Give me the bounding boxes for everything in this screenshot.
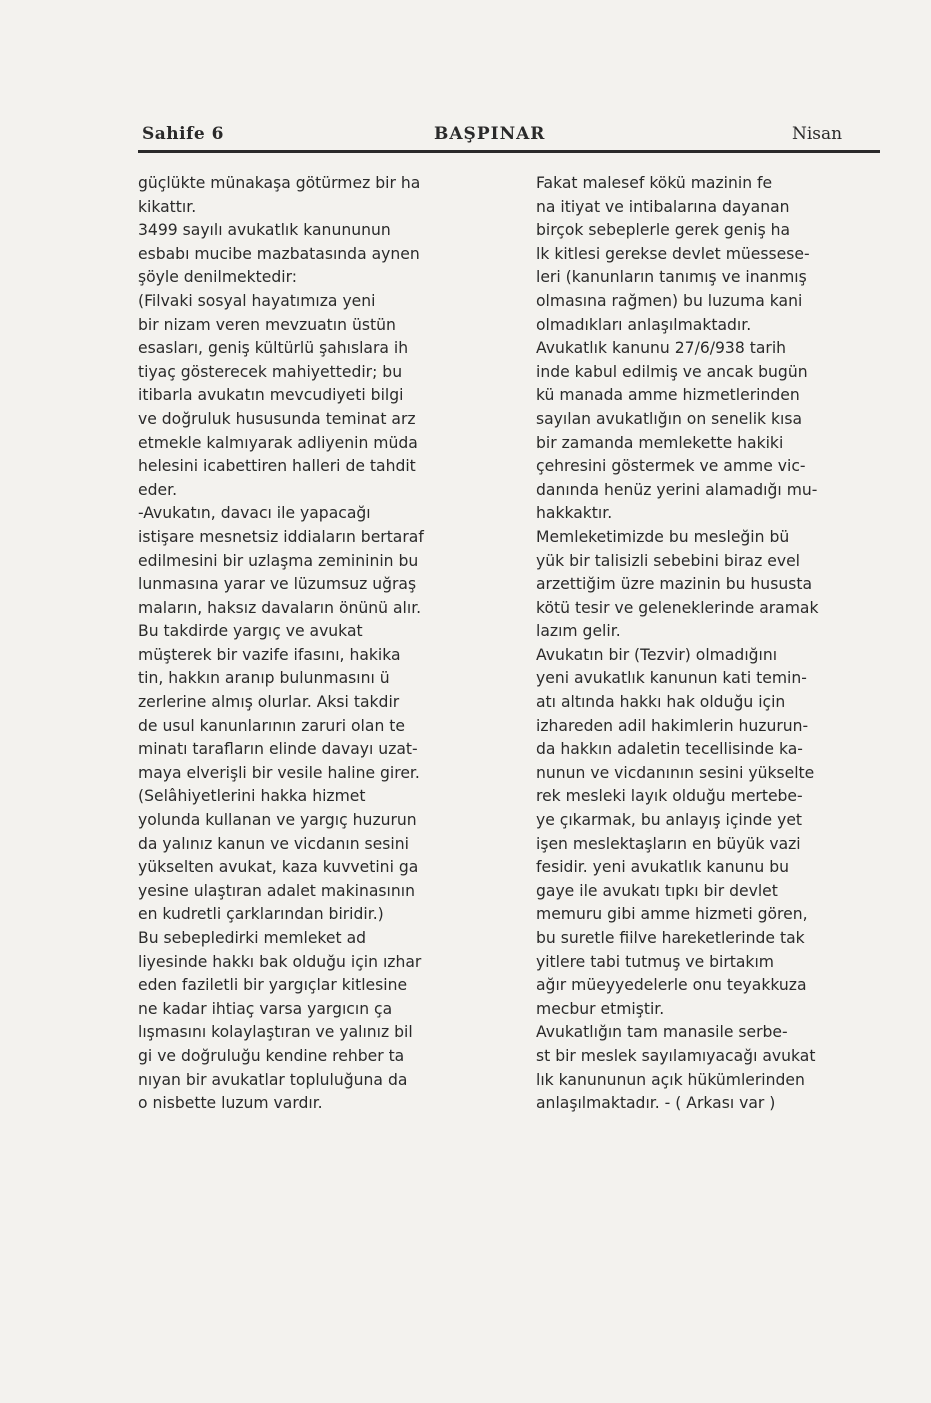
page-number-label: Sahife 6 — [142, 124, 224, 144]
page-header — [138, 118, 880, 154]
paragraph: Bu takdirde yargıç ve avukat müşterek bir vazife ifasını, hakika tin, hakkın aranıp bulunmasını ü zerlerine almış olurlar. Aksi takdir de usul kanunlarının zaruri olan te minatı tarafların elinde davayı uzat- maya elverişli bir vesile haline girer. — [138, 622, 420, 782]
paragraph: Avukatlık kanunu 27/6/938 tarih inde kabul edilmiş ve ancak bugün kü manada amme hizmetlerinden sayılan avukatlığın on senelik kısa bir zamanda memlekette hakiki çehresini göstermek ve amme vic- danında henüz yerini alamadığı mu- hakkaktır. — [536, 339, 818, 523]
issue-month: Nisan — [792, 124, 843, 144]
paragraph: (Selâhiyetlerini hakka hizmet yolunda kullanan ve yargıç huzurun da yalınız kanun ve vicdanın sesini yükselten avukat, kaza kuvvetini ga yesine ulaştıran adalet makinasının en kudretli çarklarından biridir.) — [138, 787, 419, 924]
right-column — [536, 172, 891, 1116]
header-rule — [138, 150, 880, 153]
paragraph: Bu sebepledirki memleket ad liyesinde hakkı bak olduğu için ızhar eden faziletli bir yargıçlar kitlesine ne kadar ihtiaç varsa yargıcın ça lışmasını kolaylaştıran ve yalınız bil gi ve doğruluğu kendine rehber ta nıyan bir avukatlar topluluğuna da o nisbette luzum vardır. — [138, 929, 422, 1113]
paragraph: Memleketimizde bu mesleğin bü yük bir talisizli sebebini biraz evel arzettiğim üzre mazinin bu hususta kötü tesir ve geleneklerinde aramak lazım gelir. — [536, 527, 819, 641]
left-column — [138, 172, 493, 1116]
paragraph: güçlükte münakaşa götürmez bir ha kikattır. — [138, 174, 421, 216]
paragraph: Fakat malesef kökü mazinin fe na itiyat ve intibalarına dayanan birçok sebeplerle gerek geniş ha lk kitlesi gerekse devlet müessese- leri (kanunların tanımış ve inanmış olmasına rağmen) bu luzuma kani olmadıkları anlaşılmaktadır. — [536, 174, 810, 334]
paragraph: Avukatlığın tam manasile serbe- st bir meslek sayılamıyacağı avukat lık kanununun açık hükümlerinden anlaşılmaktadır. - ( Arkası var ) — [536, 1023, 816, 1113]
paragraph: (Filvaki sosyal hayatımıza yeni bir nizam veren mevzuatın üstün esasları, geniş kültürlü şahıslara ih tiyaç gösterecek mahiyettedir; bu itibarla avukatın mevcudiyeti bilgi ve doğruluk hususunda teminat arz etmekle kalmıyarak adliyenin müda helesini icabettiren halleri de tahdit eder. — [138, 291, 418, 499]
paragraph: -Avukatın, davacı ile yapacağı istişare mesnetsiz iddiaların bertaraf edilmesini bir uzlaşma zemininin bu lunmasına yarar ve lüzumsuz uğraş maların, haksız davaların önünü alır. — [138, 504, 424, 617]
newspaper-title: BAŞPINAR — [434, 124, 546, 144]
paragraph: 3499 sayılı avukatlık kanununun esbabı mucibe mazbatasında aynen şöyle denilmektedir: — [138, 221, 420, 287]
paragraph: Avukatın bir (Tezvir) olmadığını yeni avukatlık kanunun kati temin- atı altında hakkı hak olduğu için izhareden adil hakimlerin huzurun- da hakkın adaletin tecellisinde ka- nunun ve vicdanının sesini yükselte rek mesleki layık olduğu mertebe- ye çıkarmak, bu anlayış içinde yet işen meslektaşların en büyük vazi fesidir. yeni avukatlık kanunu bu gaye ile avukatı tıpkı bir devlet memuru gibi amme hizmeti gören, bu suretle fiilve hareketlerinde tak yitlere tabi tutmuş ve birtakım ağır müeyyedelerle onu teyakkuza mecbur etmiştir. — [536, 645, 815, 1018]
